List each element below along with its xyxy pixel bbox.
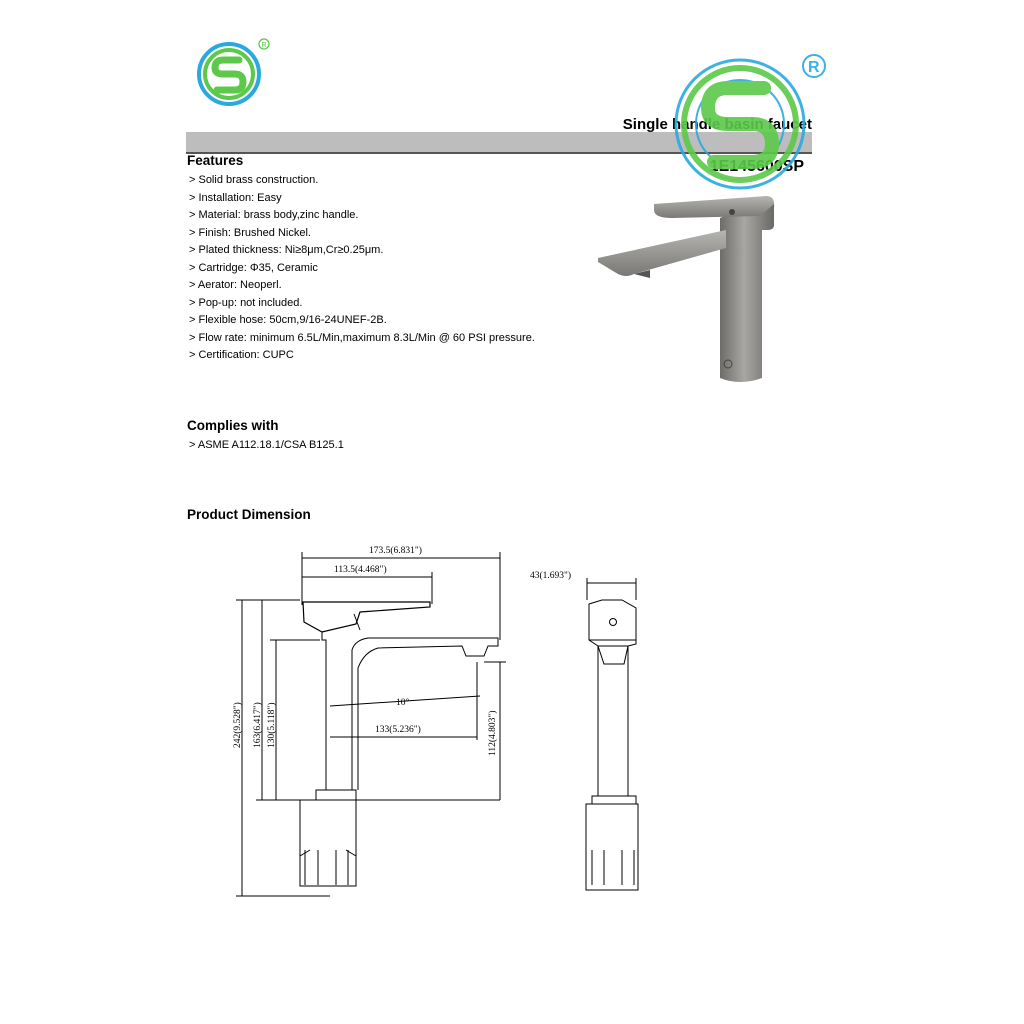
brand-logo [193,34,273,114]
feature-item: > Finish: Brushed Nickel. [189,226,311,239]
brand-logo-watermark [668,52,830,192]
dim-spout-reach: 133(5.236") [375,725,421,735]
complies-item: > ASME A112.18.1/CSA B125.1 [189,439,344,451]
dim-spout-height: 112(4.803") [488,710,498,756]
dimension-heading: Product Dimension [187,507,311,522]
product-code: 1E145600SP [709,158,804,175]
feature-item: > Installation: Easy [189,191,282,204]
feature-item: > Material: brass body,zinc handle. [189,209,359,221]
dim-handle-length: 113.5(4.468") [334,565,387,575]
product-title: Single handle basin faucet [622,116,812,133]
feature-item: > Cartridge: Φ35, Ceramic [189,261,318,274]
feature-item: > Pop-up: not included. [189,296,303,309]
dim-height-130: 130(5.118") [267,702,277,748]
features-list [189,172,535,365]
dimension-drawing [220,535,660,910]
feature-item: > Certification: CUPC [189,349,294,361]
dim-angle: 10° [396,698,410,708]
features-heading: Features [187,153,244,168]
svg-text:R: R [808,59,820,76]
feature-item: > Solid brass construction. [189,174,319,186]
feature-item: > Flow rate: minimum 6.5L/Min,maximum 8.3L/Min @ 60 PSI pressure. [189,331,535,344]
svg-text:R: R [261,42,267,49]
complies-list [189,436,344,454]
feature-item: > Plated thickness: Ni≥8μm,Cr≥0.25μm. [189,244,384,256]
dim-height-163: 163(6.417") [253,702,263,748]
dim-total-height: 242(9.528") [233,702,243,748]
faucet-photo [590,190,790,390]
dim-side-width: 43(1.693") [530,571,572,581]
complies-heading: Complies with [187,418,279,433]
dim-overall-width: 173.5(6.831") [369,546,422,556]
feature-item: > Aerator: Neoperl. [189,279,282,291]
feature-item: > Flexible hose: 50cm,9/16-24UNEF-2B. [189,314,387,326]
